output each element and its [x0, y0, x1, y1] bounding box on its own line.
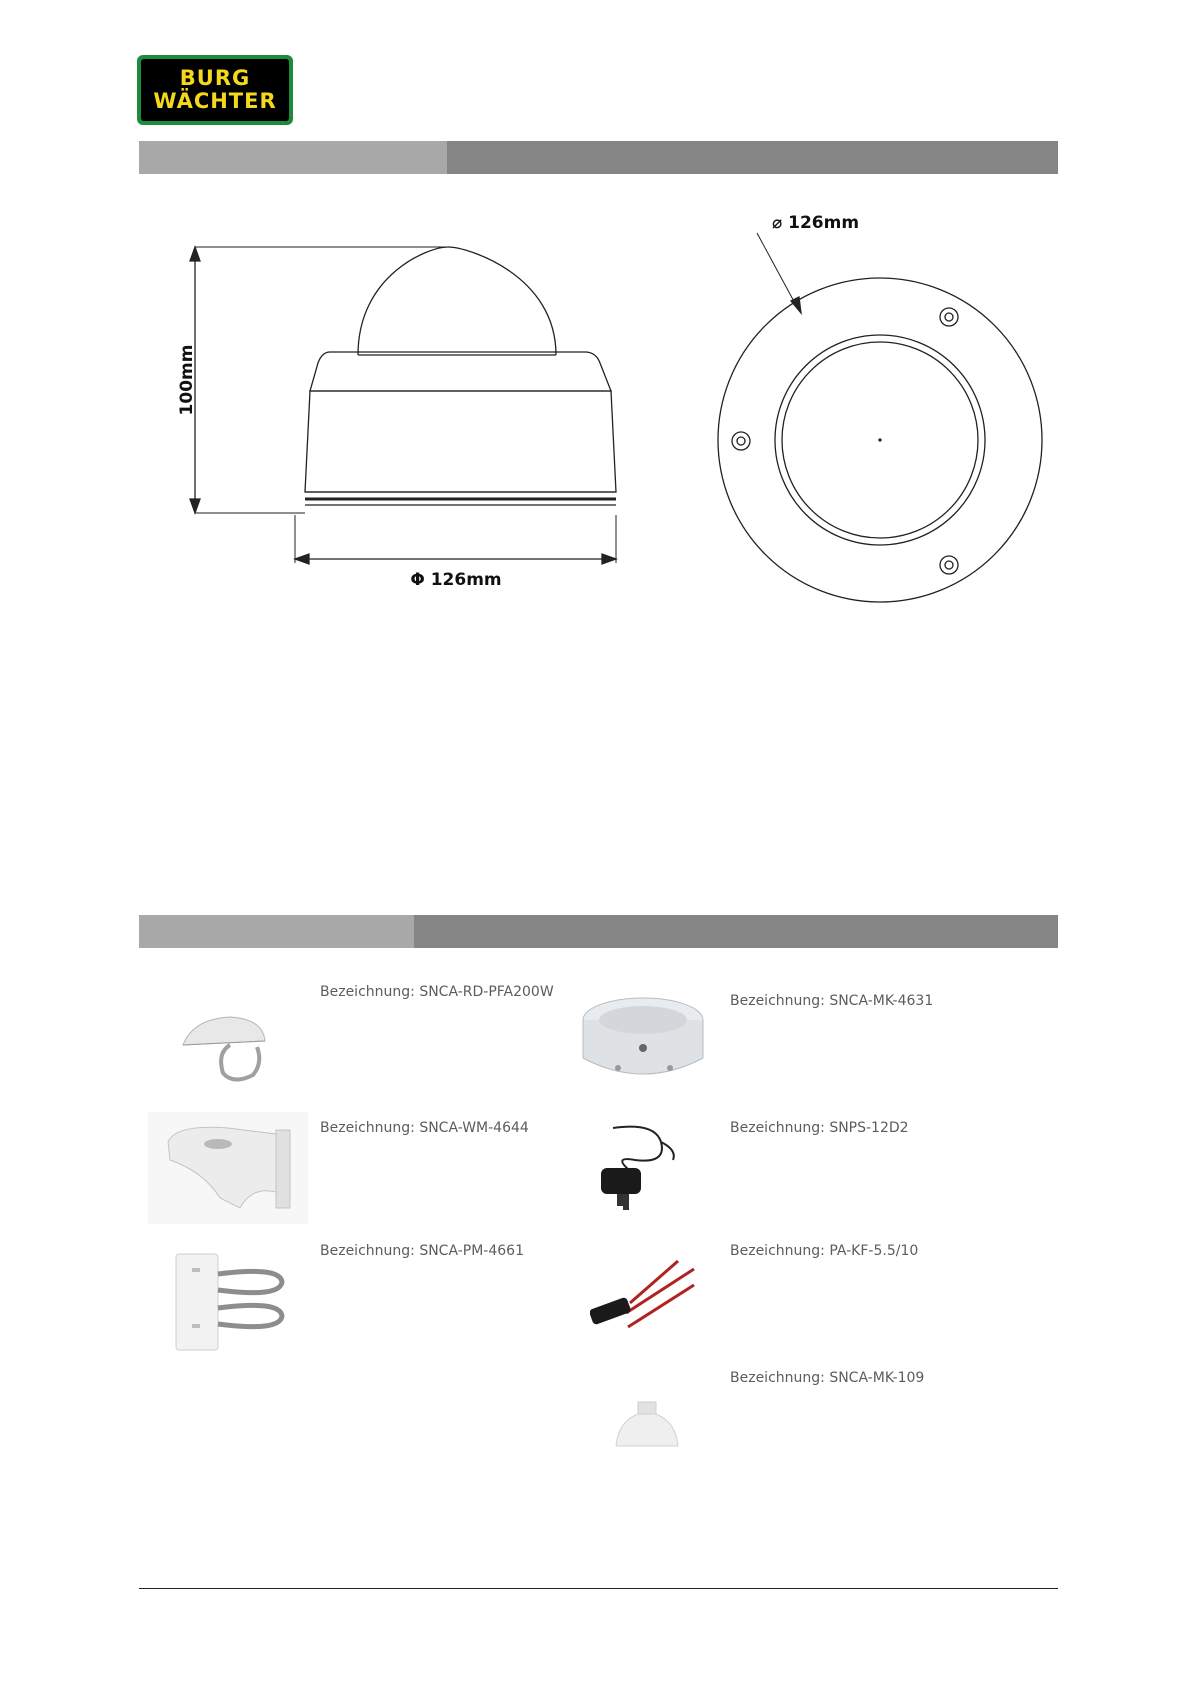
section-bar-dimensions — [139, 141, 1058, 174]
screw-3 — [940, 556, 958, 574]
accessory-label: Bezeichnung: PA-KF-5.5/10 — [730, 1243, 919, 1259]
section-bar-accent — [139, 915, 414, 948]
footer-divider — [139, 1588, 1058, 1589]
logo-line-2: WÄCHTER — [153, 89, 277, 113]
camera-top-view — [718, 233, 1042, 602]
accessory-label: Bezeichnung: SNPS-12D2 — [730, 1120, 909, 1136]
dimension-drawing — [160, 195, 1060, 615]
logo-line-1: BURG — [179, 66, 251, 90]
brand-logo — [137, 55, 293, 125]
width-label: Φ 126mm — [410, 570, 502, 590]
logo-inner — [141, 59, 289, 121]
junction-box-icon — [578, 990, 708, 1090]
pole-mount-icon — [170, 1248, 290, 1358]
section-bar-accessories — [139, 915, 1058, 948]
section-bar-accent — [139, 141, 447, 174]
diameter-label: ⌀ 126mm — [772, 213, 860, 233]
body-top — [310, 352, 611, 391]
accessory-label: Bezeichnung: SNCA-PM-4661 — [320, 1243, 524, 1259]
accessory-label: Bezeichnung: SNCA-RD-PFA200W — [320, 984, 554, 1000]
power-supply-icon — [595, 1120, 695, 1220]
body-side — [305, 391, 616, 492]
accessory-label: Bezeichnung: SNCA-WM-4644 — [320, 1120, 529, 1136]
pendant-mount-icon — [612, 1400, 682, 1452]
screw-1 — [940, 308, 958, 326]
rain-shade-icon — [175, 1005, 270, 1085]
camera-side-view — [190, 247, 616, 564]
accessory-label: Bezeichnung: SNCA-MK-109 — [730, 1370, 925, 1386]
dome-outline — [358, 247, 556, 355]
screw-2 — [732, 432, 750, 450]
dc-connector-icon — [590, 1255, 700, 1335]
wall-mount-icon — [148, 1112, 308, 1224]
height-label: 100mm — [177, 344, 197, 416]
accessory-label: Bezeichnung: SNCA-MK-4631 — [730, 993, 934, 1009]
